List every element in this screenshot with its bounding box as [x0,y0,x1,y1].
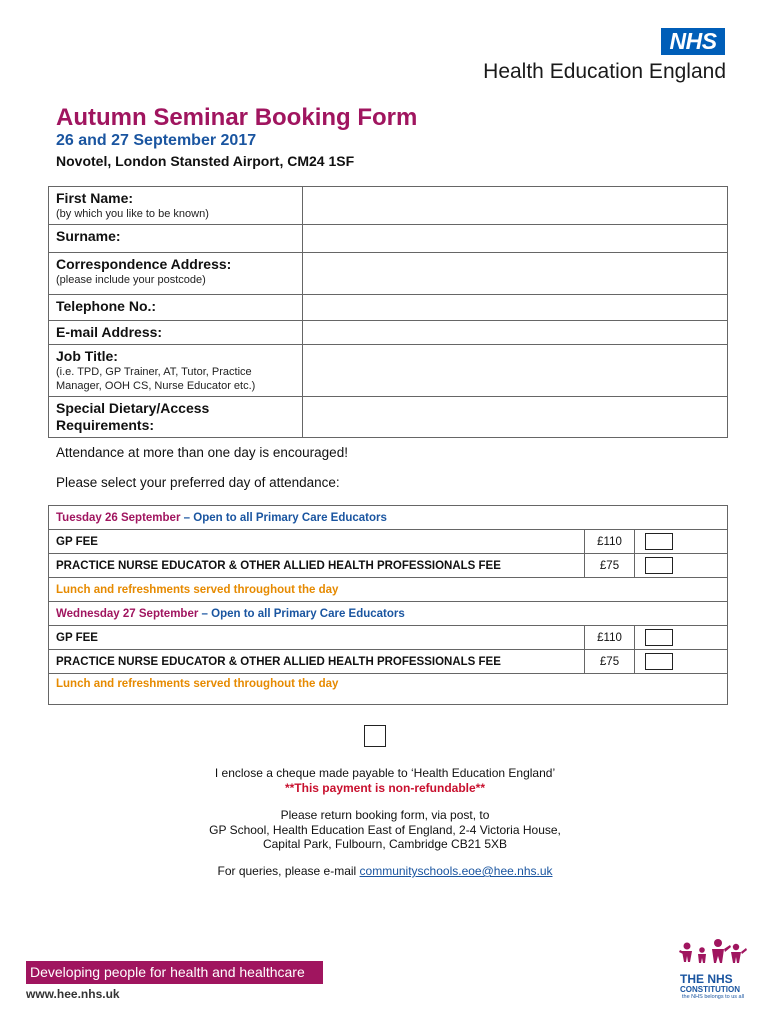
constitution-subtitle: CONSTITUTION [680,985,740,994]
wed-gp-fee-checkbox[interactable] [645,629,673,646]
first-name-hint: (by which you like to be known) [56,208,209,220]
attendance-note: Attendance at more than one day is encouraged! [56,445,348,460]
day-heading [49,602,728,626]
cheque-checkbox[interactable] [364,725,386,747]
email-field[interactable] [303,321,728,345]
telephone-label: Telephone No.: [56,298,157,314]
field-label-cell [49,397,303,438]
day-name: Tuesday 26 September [56,511,181,524]
email-label: E-mail Address: [56,324,163,340]
address-label: Correspondence Address: [56,256,232,272]
return-line-1: Please return booking form, via post, to [280,808,490,822]
page-title: Autumn Seminar Booking Form [56,104,418,131]
tue-gp-fee-checkbox[interactable] [645,533,673,550]
day-name: Wednesday 27 September [56,607,199,620]
lunch-note: Lunch and refreshments served throughout the day [49,674,728,705]
day-heading [49,506,728,530]
organisation-name: Health Education England [483,60,726,83]
return-line-3: Capital Park, Fulbourn, Cambridge CB21 5XB [262,837,508,851]
select-prompt: Please select your preferred day of attendance: [56,475,340,490]
fee-price: £75 [585,554,635,578]
constitution-title: THE NHS [680,972,733,986]
fee-checkbox-cell [635,650,728,674]
table-row [49,626,728,650]
field-label-cell [49,321,303,345]
dietary-label: Special Dietary/Access Requirements: [56,400,210,433]
fee-label: GP FEE [49,626,585,650]
footer-website: www.hee.nhs.uk [26,987,120,1001]
event-venue: Novotel, London Stansted Airport, CM24 1SF [56,153,355,169]
surname-field[interactable] [303,225,728,253]
tue-nurse-fee-checkbox[interactable] [645,557,673,574]
non-refundable-warning: **This payment is non-refundable** [284,780,486,795]
queries-email-link[interactable]: communityschools.eoe@hee.nhs.uk [359,864,553,878]
day-open-to: Open to all Primary Care Educators [211,607,405,620]
field-label-cell [49,225,303,253]
nhs-logo: NHS [661,28,725,55]
queries-prefix: For queries, please e-mail [217,864,360,878]
job-title-hint: (i.e. TPD, GP Trainer, AT, Tutor, Practice Manager, OOH CS, Nurse Educator etc.) [56,366,256,392]
table-row [49,650,728,674]
fee-label: PRACTICE NURSE EDUCATOR & OTHER ALLIED HEALTH PROFESSIONALS FEE [49,650,585,674]
first-name-label: First Name: [56,190,134,206]
fee-label: PRACTICE NURSE EDUCATOR & OTHER ALLIED HEALTH PROFESSIONALS FEE [49,554,585,578]
constitution-tagline: the NHS belongs to us all [682,994,745,1000]
field-label-cell [49,295,303,321]
fee-checkbox-cell [635,530,728,554]
fee-price: £110 [585,626,635,650]
personal-details-table [48,186,728,438]
day-separator: – [201,607,208,620]
wed-nurse-fee-checkbox[interactable] [645,653,673,670]
return-address-block [0,808,770,852]
fee-price: £75 [585,650,635,674]
day-separator: – [183,511,191,524]
field-label-cell [49,345,303,397]
constitution-figures-icon [678,936,748,972]
job-title-label: Job Title: [56,348,118,364]
table-row [49,530,728,554]
address-field[interactable] [303,253,728,295]
fee-label: GP FEE [49,530,585,554]
fee-checkbox-cell [635,554,728,578]
table-row [49,554,728,578]
lunch-note: Lunch and refreshments served throughout the day [49,578,728,602]
footer-banner: Developing people for health and healthcare [26,961,323,984]
field-label-cell [49,187,303,225]
dietary-field[interactable] [303,397,728,438]
cheque-text: I enclose a cheque made payable to ‘Health Education England’ [214,766,556,780]
job-title-field[interactable] [303,345,728,397]
fee-table [48,505,728,705]
field-label-cell [49,253,303,295]
fee-checkbox-cell [635,626,728,650]
return-line-2: GP School, Health Education East of England, 2-4 Victoria House, [209,822,561,837]
first-name-field[interactable] [303,187,728,225]
fee-price: £110 [585,530,635,554]
day-open-to: Open to all Primary Care Educators [193,511,387,524]
queries-line [0,864,770,879]
address-hint: (please include your postcode) [56,274,206,286]
event-dates: 26 and 27 September 2017 [56,132,257,149]
surname-label: Surname: [56,228,121,244]
telephone-field[interactable] [303,295,728,321]
payment-block [0,766,770,795]
